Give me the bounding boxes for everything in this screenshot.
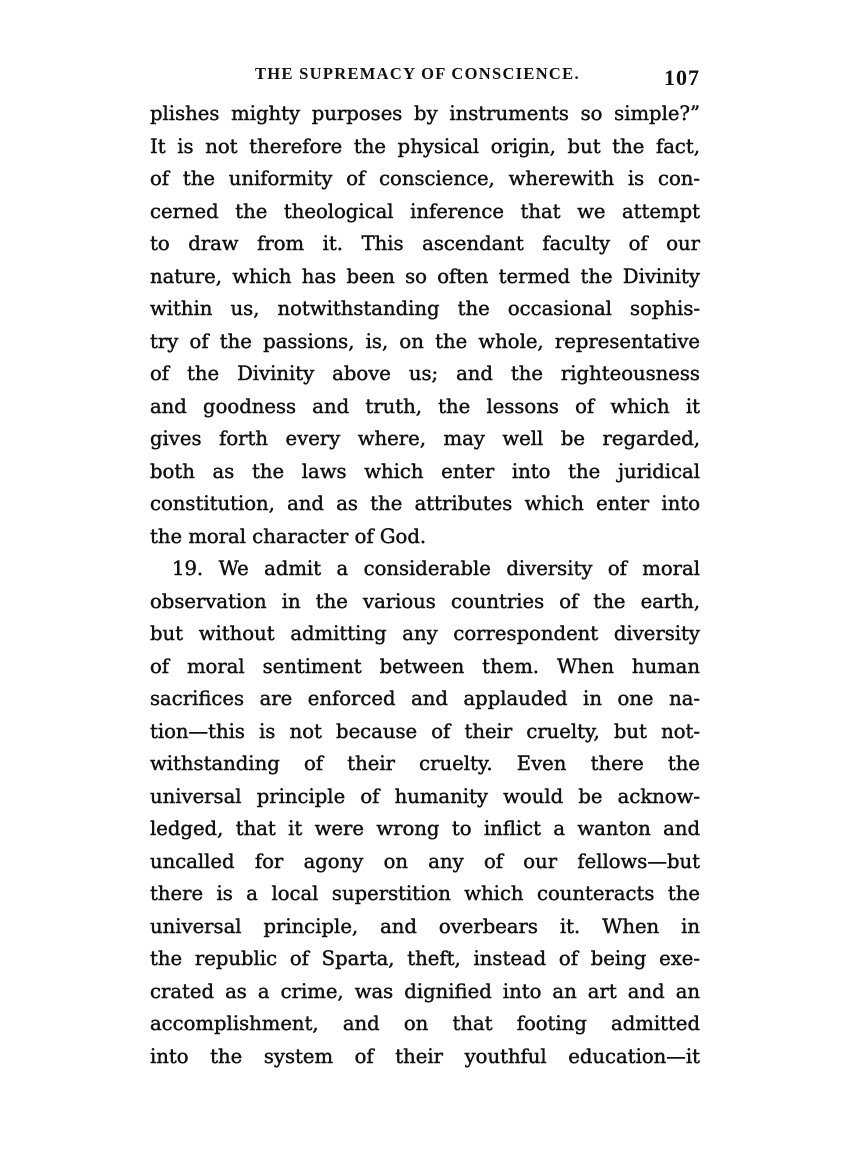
text-line: nature, which has been so often termed the Divinity	[150, 264, 700, 288]
text-line: crated as a crime, was dignified into an art and an	[150, 979, 700, 1003]
text-line: universal principle, and overbears it. When in	[150, 914, 700, 938]
text-line: It is not therefore the physical origin, but the fact,	[150, 134, 700, 158]
running-head	[150, 64, 700, 94]
text-line: and goodness and truth, the lessons of which it	[150, 394, 700, 418]
text-line: but without admitting any correspondent diversity	[150, 622, 700, 645]
text-line: of moral sentiment between them. When human	[150, 654, 700, 678]
text-line: plishes mighty purposes by instruments so simple?”	[150, 102, 700, 125]
text-line: accomplishment, and on that footing admitted	[150, 1012, 700, 1035]
text-line: ledged, that it were wrong to inflict a wanton and	[150, 817, 700, 840]
text-line: universal principle of humanity would be acknow-	[150, 784, 700, 808]
text-line: observation in the various countries of the earth,	[150, 589, 700, 613]
text-line: to draw from it. This ascendant faculty of our	[150, 232, 700, 255]
text-line: constitution, and as the attributes which enter into	[150, 492, 700, 515]
text-line: gives forth every where, may well be regarded,	[150, 427, 700, 450]
paragraph-start-line: 19. We admit a considerable diversity of moral	[172, 557, 700, 580]
text-line: withstanding of their cruelty. Even there the	[150, 752, 700, 775]
text-line: of the Divinity above us; and the righteousness	[150, 362, 700, 385]
page-number: 107	[664, 65, 700, 90]
text-line: the republic of Sparta, theft, instead of being exe-	[150, 947, 700, 970]
text-line: into the system of their youthful education—it	[150, 1044, 700, 1068]
text-line: try of the passions, is, on the whole, representative	[150, 329, 700, 353]
text-line: of the uniformity of conscience, wherewith is con-	[150, 167, 700, 190]
text-line: uncalled for agony on any of our fellows—but	[150, 849, 700, 873]
text-line: sacrifices are enforced and applauded in one na-	[150, 687, 700, 710]
text-line: the moral character of God.	[150, 524, 427, 548]
text-line: within us, notwithstanding the occasional sophis-	[150, 297, 700, 320]
running-head-title: THE SUPREMACY OF CONSCIENCE.	[255, 64, 580, 83]
body-text	[150, 98, 700, 1073]
text-line: tion—this is not because of their cruelty, but not-	[150, 719, 700, 743]
text-line: both as the laws which enter into the juridical	[150, 459, 700, 483]
text-line: there is a local superstition which counteracts the	[150, 882, 700, 905]
text-line: cerned the theological inference that we attempt	[150, 199, 700, 223]
